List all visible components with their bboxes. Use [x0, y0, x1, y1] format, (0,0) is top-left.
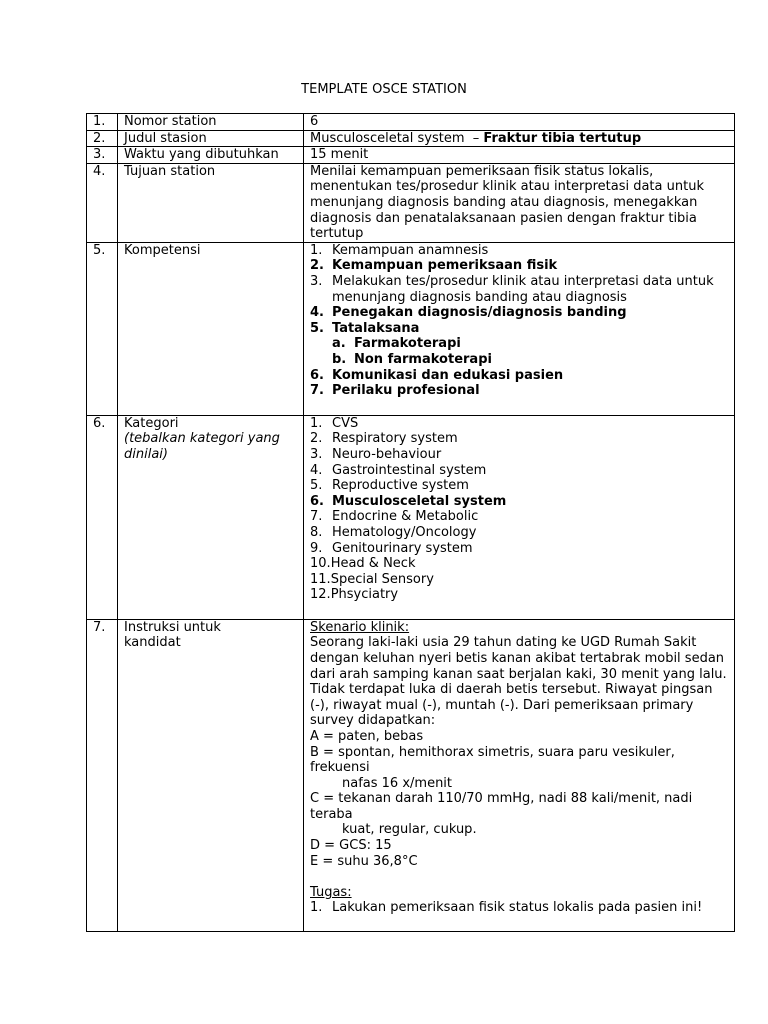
list-item: a. Farmakoterapi	[332, 336, 461, 352]
survey-airway: A = paten, bebas	[310, 728, 424, 744]
survey-breathing: B = spontan, hemithorax simetris, suara paru vesikuler, frekuensi	[310, 744, 675, 776]
scenario-heading: Skenario klinik:	[310, 619, 410, 635]
list-item: 7. Endocrine & Metabolic	[310, 509, 479, 525]
row-number: 7.	[87, 619, 118, 931]
station-title-value	[304, 130, 735, 147]
row-number: 3.	[87, 147, 118, 164]
objective-value: Menilai kemampuan pemeriksaan fisik status lokalis, menentukan tes/prosedur klinik atau interpretasi data untuk menunjang diagnosis banding atau diagnosis, menegakkan diagnosis dan penatalaksanaan pasien dengan fraktur tibia tertutup	[304, 163, 735, 242]
row-number: 5.	[87, 242, 118, 415]
row-label: Nomor station	[118, 114, 304, 131]
table-row	[87, 619, 735, 931]
list-item: 3. Melakukan tes/prosedur klinik atau interpretasi data untuk menunjang diagnosis banding atau diagnosis	[310, 273, 714, 305]
station-number-value: 6	[304, 114, 735, 131]
list-item: 7. Perilaku profesional	[310, 383, 480, 399]
competency-list	[304, 242, 735, 415]
list-item: 1. CVS	[310, 415, 359, 431]
row-label: Judul stasion	[118, 130, 304, 147]
station-system: Musculosceletal system –	[310, 130, 484, 146]
task-heading: Tugas:	[310, 884, 352, 900]
list-item: b. Non farmakoterapi	[332, 351, 492, 367]
row-label: Tujuan station	[118, 163, 304, 242]
category-list	[304, 415, 735, 619]
list-item: 6. Musculosceletal system	[310, 493, 507, 509]
survey-circulation: C = tekanan darah 110/70 mmHg, nadi 88 kali/menit, nadi teraba	[310, 791, 693, 822]
survey-exposure: E = suhu 36,8°C	[310, 853, 418, 869]
list-item: 4. Penegakan diagnosis/diagnosis banding	[310, 305, 627, 321]
list-item: 2. Kemampuan pemeriksaan fisik	[310, 258, 558, 274]
list-item: 1. Lakukan pemeriksaan fisik status lokalis pada pasien ini!	[310, 900, 703, 916]
row-number: 2.	[87, 130, 118, 147]
row-number: 6.	[87, 415, 118, 619]
row-label: Waktu yang dibutuhkan	[118, 147, 304, 164]
list-item: 12. Phsyciatry	[310, 587, 399, 603]
station-case: Fraktur tibia tertutup	[483, 130, 642, 146]
category-label: Kategori	[124, 415, 179, 431]
osce-table	[86, 113, 735, 932]
row-number: 1.	[87, 114, 118, 131]
survey-circulation-cont: kuat, regular, cukup.	[342, 822, 477, 838]
table-row	[87, 114, 735, 131]
list-item: 2. Respiratory system	[310, 431, 458, 447]
list-item: 5. Tatalaksana	[310, 320, 420, 336]
list-item: 6. Komunikasi dan edukasi pasien	[310, 367, 564, 383]
table-row	[87, 415, 735, 619]
survey-disability: D = GCS: 15	[310, 838, 392, 854]
table-row	[87, 242, 735, 415]
table-row	[87, 163, 735, 242]
list-item: 9. Genitourinary system	[310, 540, 473, 556]
survey-breathing-cont: nafas 16 x/menit	[342, 775, 453, 791]
list-item: 5. Reproductive system	[310, 478, 469, 494]
row-label: Instruksi untuk kandidat	[118, 619, 304, 931]
category-note: (tebalkan kategori yang dinilai)	[124, 431, 280, 462]
scenario-text: Seorang laki-laki usia 29 tahun dating ke UGD Rumah Sakit dengan keluhan nyeri betis kanan akibat tertabrak mobil sedan dari arah samping kanan saat berjalan kaki, 30 menit yang lalu. Tidak terdapat luka di daerah betis tersebut. Riwayat pingsan (-), riwayat mual (-), muntah (-). Dari pemeriksaan primary survey didapatkan:	[310, 635, 727, 729]
time-value: 15 menit	[304, 147, 735, 164]
list-item: 11. Special Sensory	[310, 571, 434, 587]
instruction-content	[304, 619, 735, 931]
row-number: 4.	[87, 163, 118, 242]
list-item: 1. Kemampuan anamnesis	[310, 242, 489, 258]
row-label	[118, 415, 304, 619]
list-item: 8. Hematology/Oncology	[310, 524, 477, 540]
table-row	[87, 130, 735, 147]
list-item: 3. Neuro-behaviour	[310, 446, 442, 462]
table-row	[87, 147, 735, 164]
list-item: 10. Head & Neck	[310, 556, 416, 572]
list-item: 4. Gastrointestinal system	[310, 462, 487, 478]
row-label: Kompetensi	[118, 242, 304, 415]
page-title: TEMPLATE OSCE STATION	[301, 82, 467, 97]
